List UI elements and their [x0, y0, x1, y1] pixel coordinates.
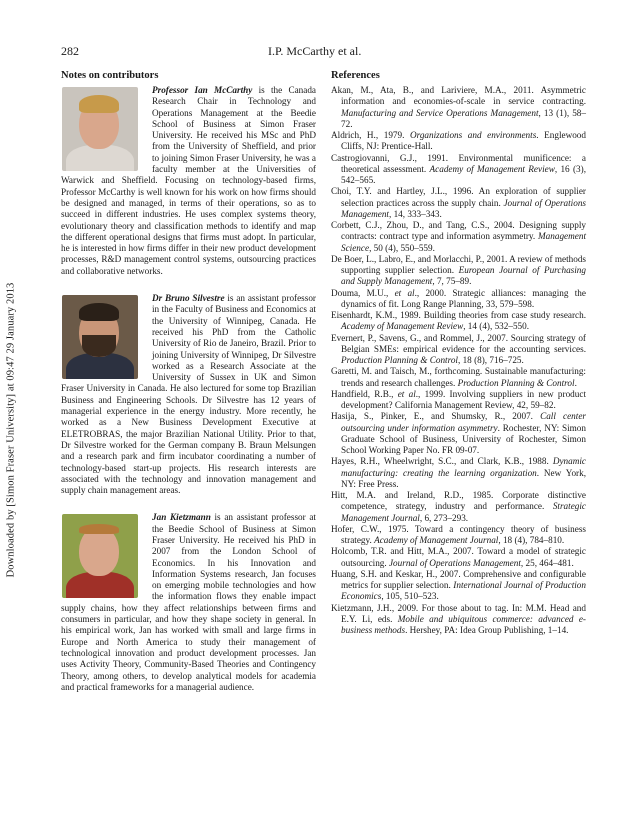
reference-text: Choi, T.Y. and Hartley, J.L., 1996. An exploration of supplier selection practices across the supply chain. — [331, 186, 586, 208]
reference-text: Hitt, M.A. and Ireland, R.D., 1985. Corporate distinctive competence, strategy, industry and performance. — [331, 490, 586, 512]
reference-source: Dynamic manufacturing: creating the learning organization — [341, 456, 586, 478]
reference-source: Production Planning & Control — [341, 355, 458, 365]
reference-entry — [331, 310, 586, 333]
reference-list — [331, 85, 586, 636]
reference-text: Akan, M., Ata, B., and Lariviere, M.A., 2011. Asymmetric information and economies-of-scale in service contracting. — [331, 85, 586, 107]
reference-entry — [331, 220, 586, 254]
reference-source: et al — [394, 287, 415, 298]
contributor-name: Jan Kietzmann — [152, 512, 211, 523]
portrait-photo-icon — [62, 87, 138, 171]
reference-entry — [331, 85, 586, 130]
reference-detail: . — [574, 377, 577, 388]
reference-source: Mobile and ubiquitous commerce: advanced e-business methods — [341, 613, 586, 635]
reference-text: Kietzmann, J.H., 2009. For those about to tag. In: M.M. Head and E.Y. Li, eds. — [331, 602, 586, 624]
reference-entry — [331, 254, 586, 288]
contributor-bio — [61, 85, 316, 277]
reference-source: Journal of Operations Management — [388, 557, 521, 568]
reference-source: Organizations and environments — [409, 130, 537, 140]
portrait-photo-icon — [62, 295, 138, 379]
contributor-text: is an assistant professor in the Faculty of Business and Economics at the University of Winnipeg, Canada. He received his PhD from the Catholic University of Rio de Janeiro, Brazil. Prior to joining University of Winnipeg, Dr Silvestre worked as a Research Associate at the University of Sussex in UK and Simon Fraser University in Canada. He also lectured for some top Brazilian Business and Engineering Schools. Dr Silvestre has 12 years of managerial experience in the energy industry. More recently, he worked as a New Business Development Executive at ELETROBRAS, the major Brazilian National Utility. Prior to that, Dr Silvestre worked for the German company B. Braun Melsungen and a research park and firm incubator coordinating a number of technology-based start-up projects. His research interests are associated with the technology and innovation management and supply chain management areas. — [61, 293, 316, 496]
page-number: 282 — [61, 44, 79, 58]
reference-detail: , 105, 510–523. — [381, 591, 439, 602]
reference-detail: , 7, 75–89. — [432, 276, 472, 287]
reference-entry — [331, 366, 586, 389]
reference-text: Holcomb, T.R. and Hitt, M.A., 2007. Toward a model of strategic outsourcing. — [331, 546, 586, 568]
references-heading: References — [331, 70, 380, 81]
reference-text: Hasija, S., Pinker, E., and Shumsky, R., 2007. — [331, 411, 541, 422]
references-section — [331, 70, 586, 636]
reference-detail: ., 1999. Involving suppliers in new product development? California Management Review, 42, 59–82. — [341, 388, 586, 410]
reference-entry — [331, 186, 586, 220]
reference-detail: , 13 (1), 58–72. — [341, 107, 586, 129]
reference-source: International Journal of Production Economics — [341, 580, 586, 602]
reference-text: Huang, S.H. and Keskar, H., 2007. Comprehensive and configurable metrics for supplier selection. — [331, 568, 586, 590]
reference-detail: , 6, 273–293. — [419, 512, 469, 523]
reference-detail: . Hershey, PA: Idea Group Publishing, 1–14. — [405, 625, 569, 635]
contributor-name: Professor Ian McCarthy — [152, 85, 253, 95]
reference-entry — [331, 569, 586, 603]
contributor-name: Dr Bruno Silvestre — [152, 293, 225, 304]
reference-source: Management Science — [341, 231, 586, 253]
reference-text: Garetti, M. and Taisch, M., forthcoming. Sustainable manufacturing: trends and research challenges. — [331, 366, 586, 388]
reference-detail: , 25, 464–481. — [520, 557, 574, 568]
reference-source: Academy of Management Journal — [374, 535, 499, 545]
reference-entry — [331, 456, 586, 490]
reference-source: European Journal of Purchasing and Supply Management — [341, 265, 586, 287]
reference-entry — [331, 389, 586, 412]
portrait-photo-icon — [62, 514, 138, 598]
reference-entry — [331, 288, 586, 311]
reference-entry — [331, 153, 586, 187]
reference-detail: , 18 (8), 716–725. — [457, 355, 524, 365]
reference-text: Castrogiovanni, G.J., 1991. Environmental munificence: a theoretical assessment. — [331, 152, 586, 174]
reference-source: Strategic Management Journal — [341, 501, 586, 523]
contributor-text: is an assistant professor at the Beedie School of Business at Simon Fraser University. He received his PhD in 2007 from the London School of Economics. In his Innovation and Information Systems research, Jan focuses on emerging mobile technologies and how the information flows they enable impact supply chains, how they affect relationships between firms and consumers in particular, and how they shape society in general. In his empirical work, Jan has worked with small and large firms in Europe and North America to study their management of technological innovation and product development processes. Jan uses Activity Theory, Community-Based Theories and Contingency Theory, among others, to develop analytical models for academia and practical frameworks for a managerial audience. — [61, 512, 316, 692]
reference-text: Douma, M.U., — [331, 287, 395, 298]
reference-source: Academy of Management Review — [341, 321, 464, 332]
reference-detail: , 50 (4), 550–559. — [369, 242, 435, 253]
reference-detail: . Rochester, NY: Simon Graduate School of Business, University of Rochester, Simon School Working Paper No. FR 09-07. — [341, 422, 586, 455]
reference-source: Academy of Management Review — [429, 163, 555, 174]
reference-text: Eisenhardt, K.M., 1989. Building theories from case study research. — [331, 310, 586, 320]
reference-detail: ., 2000. Strategic alliances: managing the dynamics of fit. Long Range Planning, 33, 579–598. — [341, 287, 586, 309]
reference-entry — [331, 411, 586, 456]
download-watermark — [0, 0, 22, 831]
reference-source: Call center outsourcing under information asymmetry — [341, 411, 586, 433]
notes-on-contributors — [61, 70, 316, 693]
reference-entry — [331, 130, 586, 153]
reference-source: Manufacturing and Service Operations Management — [341, 107, 539, 118]
reference-source: Production Planning & Control — [457, 377, 575, 388]
reference-entry — [331, 603, 586, 637]
reference-source: et al — [397, 388, 416, 399]
reference-text: Evernert, P., Savens, G., and Rommel, J., 2007. Sourcing strategy of Belgian SMEs: empirical evidence for the accounting services. — [331, 332, 586, 354]
reference-text: Corbett, C.J., Zhou, D., and Tang, C.S., 2004. Designing supply contracts: contract type and information asymmetry. — [331, 220, 586, 242]
reference-detail: , 14, 333–343. — [388, 208, 442, 219]
reference-text: Aldrich, H., 1979. — [331, 130, 410, 140]
contributor-text: is the Canada Research Chair in Technology and Operations Management at the Beedie School of Business at Simon Fraser University. He received his MSc and PhD from the University of Sheffield, and prior to joining Simon Fraser University, he was a faculty member at the Universities of Warwick and Sheffield. Focusing on technology-based firms, Professor McCarthy is well known for his work on how firms should be designed and managed, in terms of their operations, so as to succeed in different industries. He uses complex systems theory, evolutionary theory and classification methods to identify and map the different operational designs that firms must adopt. In particular, he is interested in how firms differ in their new product development processes, R&D management control systems, outsourcing practices and collaborative networks. — [61, 85, 316, 276]
reference-text: Hayes, R.H., Wheelwright, S.C., and Clark, K.B., 1988. — [331, 456, 553, 467]
notes-heading: Notes on contributors — [61, 70, 159, 81]
reference-source: Journal of Operations Management — [341, 197, 586, 219]
download-note: Downloaded by [Simon Fraser University] at 09:47 29 January 2013 — [5, 282, 17, 578]
reference-detail: , 18 (4), 784–810. — [498, 535, 565, 545]
reference-detail: , 16 (3), 542–565. — [341, 163, 586, 185]
contributor-bio — [61, 293, 316, 496]
reference-entry — [331, 546, 586, 569]
reference-text: Hofer, C.W., 1975. Toward a contingency theory of business strategy. — [331, 523, 586, 545]
reference-detail: . Englewood Cliffs, NJ: Prentice-Hall. — [341, 130, 586, 152]
reference-detail: , 14 (4), 532–550. — [463, 321, 530, 332]
reference-entry — [331, 333, 586, 367]
reference-entry — [331, 524, 586, 547]
contributor-bio — [61, 512, 316, 693]
reference-text: De Boer, L., Labro, E., and Morlacchi, P., 2001. A review of methods supporting supplier selection. — [331, 253, 586, 275]
reference-text: Handfield, R.B., — [331, 388, 398, 399]
reference-detail: . New York, NY: Free Press. — [341, 467, 586, 489]
running-head: I.P. McCarthy et al. — [268, 44, 362, 58]
reference-entry — [331, 490, 586, 524]
